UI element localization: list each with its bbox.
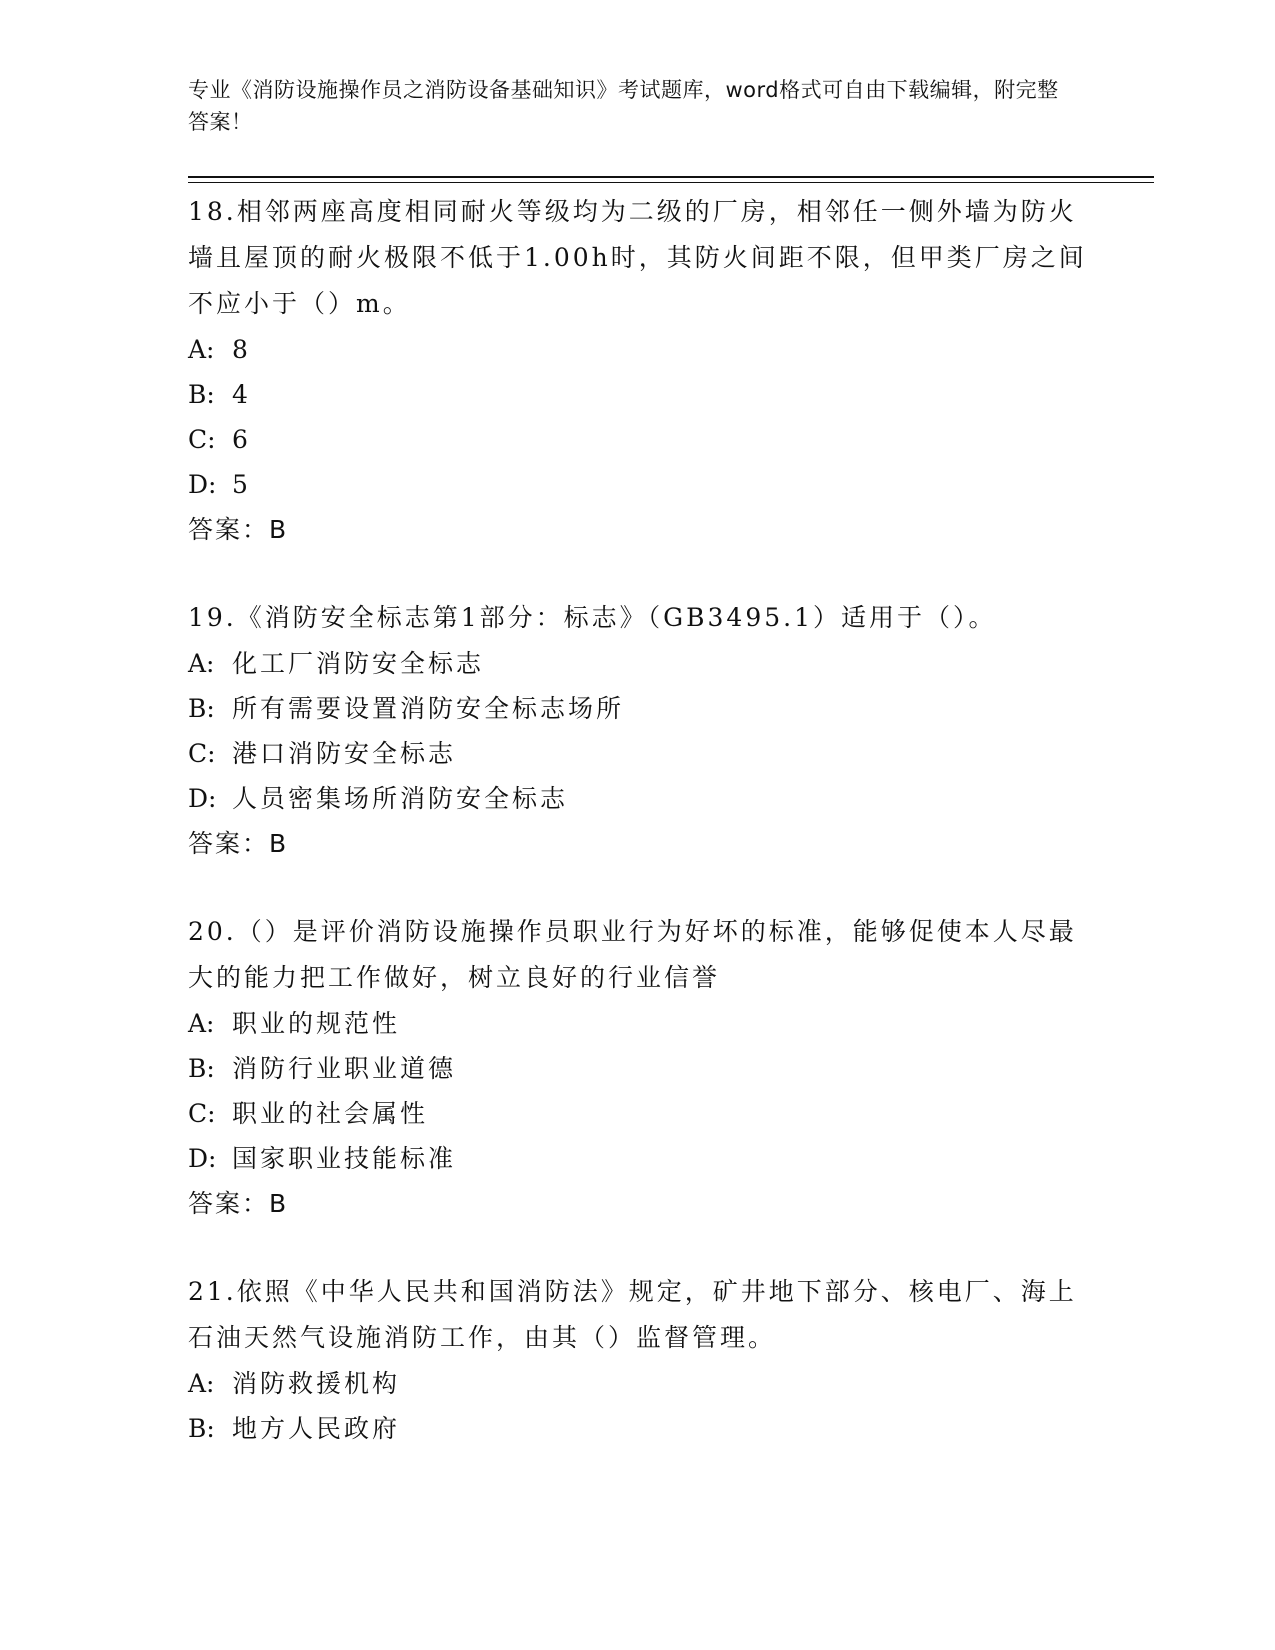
option-text: 所有需要设置消防安全标志场所: [232, 694, 625, 723]
option-text: 港口消防安全标志: [232, 739, 457, 768]
option-d: [188, 462, 1088, 507]
option-text: 国家职业技能标准: [232, 1144, 457, 1173]
option-text: 消防救援机构: [232, 1369, 401, 1398]
option-b: [188, 1046, 1088, 1091]
option-letter: D:: [188, 470, 217, 499]
question-stem: 20.（）是评价消防设施操作员职业行为好坏的标准，能够促使本人尽最大的能力把工作做好，树立良好的行业信誉: [188, 917, 1077, 992]
option-text: 人员密集场所消防安全标志: [232, 784, 569, 813]
question-20: [188, 909, 1088, 1227]
option-letter: A:: [188, 1009, 215, 1038]
question-18: [188, 189, 1088, 553]
option-text: 职业的社会属性: [232, 1099, 429, 1128]
option-text: 化工厂消防安全标志: [232, 649, 485, 678]
option-letter: C:: [188, 739, 216, 768]
option-letter: C:: [188, 425, 216, 454]
option-letter: B:: [188, 694, 215, 723]
question-stem: 19.《消防安全标志第1部分：标志》（GB3495.1）适用于（）。: [188, 603, 997, 632]
option-a: [188, 327, 1088, 372]
header-rule-thick: [188, 176, 1154, 178]
option-letter: D:: [188, 1144, 217, 1173]
option-letter: C:: [188, 1099, 216, 1128]
option-text: 4: [232, 380, 251, 409]
option-d: [188, 776, 1088, 821]
option-a: [188, 1361, 1088, 1406]
page-header-text: 专业《消防设施操作员之消防设备基础知识》考试题库，word格式可自由下载编辑，附完整答案！: [188, 78, 1059, 134]
question-21: [188, 1269, 1088, 1451]
option-letter: A:: [188, 649, 215, 678]
option-a: [188, 641, 1088, 686]
option-letter: D:: [188, 784, 217, 813]
question-stem: 18.相邻两座高度相同耐火等级均为二级的厂房，相邻任一侧外墙为防火墙且屋顶的耐火极限不低于1.00h时，其防火间距不限，但甲类厂房之间不应小于（）m。: [188, 197, 1087, 318]
option-letter: A:: [188, 335, 215, 364]
option-text: 6: [232, 425, 251, 454]
option-d: [188, 1136, 1088, 1181]
option-b: [188, 686, 1088, 731]
question-stem: 21.依照《中华人民共和国消防法》规定，矿井地下部分、核电厂、海上石油天然气设施消防工作，由其（）监督管理。: [188, 1277, 1077, 1352]
question-19: [188, 595, 1088, 867]
option-letter: B:: [188, 1054, 215, 1083]
option-letter: B:: [188, 1414, 215, 1443]
option-b: [188, 372, 1088, 417]
option-text: 5: [232, 470, 251, 499]
answer-line: 答案：B: [188, 515, 289, 544]
option-c: [188, 731, 1088, 776]
option-c: [188, 417, 1088, 462]
option-text: 消防行业职业道德: [232, 1054, 457, 1083]
header-rule-thin: [188, 182, 1154, 183]
option-text: 8: [232, 335, 251, 364]
answer-line: 答案：B: [188, 1189, 289, 1218]
option-b: [188, 1406, 1088, 1451]
question-list: [188, 189, 1088, 1493]
option-text: 职业的规范性: [232, 1009, 401, 1038]
option-c: [188, 1091, 1088, 1136]
option-letter: B:: [188, 380, 215, 409]
option-text: 地方人民政府: [232, 1414, 401, 1443]
answer-line: 答案：B: [188, 829, 289, 858]
option-a: [188, 1001, 1088, 1046]
option-letter: A:: [188, 1369, 215, 1398]
